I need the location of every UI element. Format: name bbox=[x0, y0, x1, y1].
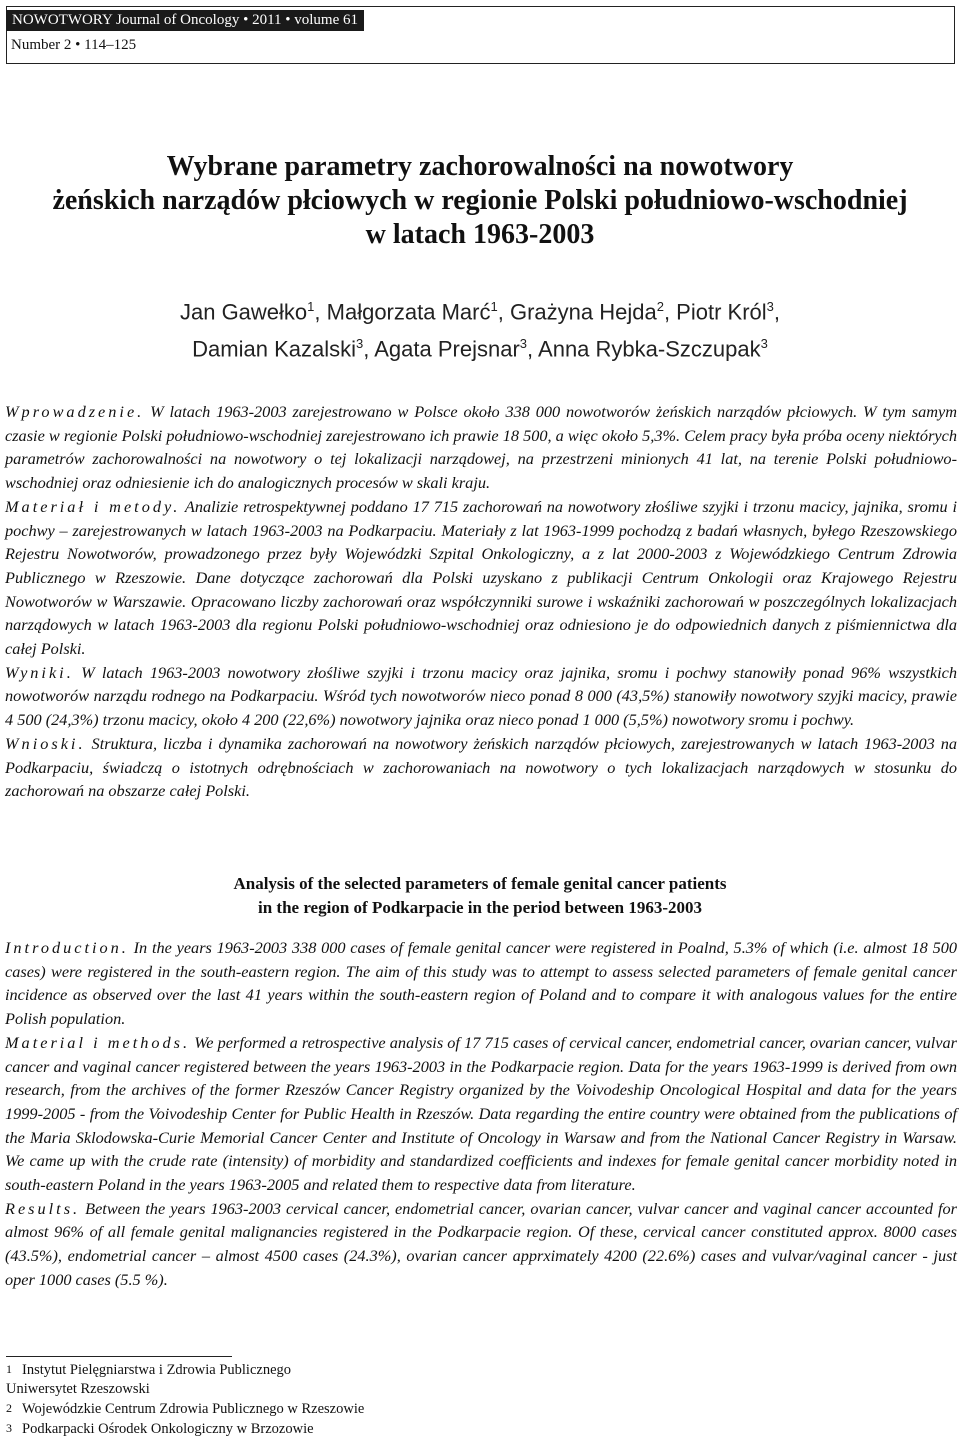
section-label: Wnioski. bbox=[5, 733, 86, 753]
footnote-text: Podkarpacki Ośrodek Onkologiczny w Brzozowie bbox=[22, 1421, 314, 1437]
footnotes bbox=[6, 1360, 364, 1439]
title-line: Analysis of the selected parameters of female genital cancer patients bbox=[233, 874, 727, 893]
author-name: Grażyna Hejda bbox=[509, 299, 657, 325]
author-name: Damian Kazalski bbox=[192, 336, 356, 362]
footnote-divider bbox=[6, 1356, 232, 1357]
title-line: żeńskich narządów płciowych w regionie Polski południowo-wschodniej bbox=[52, 185, 908, 216]
section-text: Struktura, liczba i dynamika zachorowań na nowotwory żeńskich narządów płciowych, zarejestrowanych w latach 1963-2003 na Podkarpaciu, świadczą o istotnych odrębnościach w zachorowaniach na nowotwory o tych lokalizacjach narządowych w stosunku do zachorowań na obszarze całej Polski. bbox=[5, 733, 958, 801]
title-line: w latach 1963-2003 bbox=[365, 219, 595, 250]
author-affiliation: 3 bbox=[519, 336, 528, 352]
abstract-section-methods bbox=[5, 495, 957, 661]
author-separator: , bbox=[363, 336, 375, 362]
abstract-section-results bbox=[5, 1197, 957, 1292]
footnote bbox=[6, 1419, 364, 1439]
author-separator: , bbox=[527, 336, 539, 362]
footnote-text: Instytut Pielęgniarstwa i Zdrowia Publicznego bbox=[22, 1362, 292, 1378]
author-separator: , bbox=[663, 299, 677, 325]
author-affiliation: 1 bbox=[490, 299, 498, 314]
footnote-text: Uniwersytet Rzeszowski bbox=[6, 1381, 150, 1397]
section-label: Material i methods. bbox=[5, 1032, 191, 1052]
journal-name: NOWOTWORY Journal of Oncology • 2011 • volume 61 bbox=[6, 10, 364, 31]
article-title-pl bbox=[0, 150, 960, 252]
article-title-en bbox=[0, 872, 960, 920]
author-affiliation: 3 bbox=[766, 299, 774, 314]
author-line bbox=[0, 328, 960, 365]
author-separator: , bbox=[497, 299, 510, 325]
section-text: W latach 1963-2003 nowotwory złośliwe szyjki i trzonu macicy oraz jajnika, sromu i pochwy stanowiły ponad 96% wszystkich nowotworów narządu rodnego na Podkarpaciu. Wśród tych nowotworów nieco ponad 8 000 (43,5%) stanowiły nowotwory szyjki macicy, prawie 4 500 (24,3%) trzonu macicy, około 4 200 (22,6%) nowotwory jajnika oraz nieco ponad 1 000 (5,5%) nowotwory sromu i pochwy. bbox=[5, 662, 957, 730]
section-text: In the years 1963-2003 338 000 cases of female genital cancer were registered in Poalnd, 5.3% of which (i.e. almost 18 500 cases) were registered in the south-eastern region. The aim of this study was to attempt to assess selected parameters of female genital cancer incidence as observed over the last 41 years within the south-eastern region of Poland and to compare it with analogous values for the entire Polish population. bbox=[5, 938, 957, 1029]
section-text: Between the years 1963-2003 cervical cancer, endometrial cancer, ovarian cancer, vulvar cancer and vaginal cancer accounted for almost 96% of all female genital malignancies registered in the Podkarpacie region. Of these, cervical cancer constituted approx. 8000 cases (43.5%), endometrial cancer – almost 4500 cases (24.3%), ovarian cancer apprximately 4200 (22.6%) cases and vulvar/vaginal cancer - just oper 1000 cases (5.5 %). bbox=[5, 1198, 957, 1289]
author-separator: , bbox=[314, 299, 327, 325]
abstract-polish bbox=[5, 400, 957, 803]
author-affiliation: 3 bbox=[356, 336, 364, 352]
footnote-number: 3 bbox=[6, 1421, 12, 1435]
abstract-section-methods bbox=[5, 1031, 957, 1197]
abstract-english bbox=[5, 936, 957, 1292]
section-text: W latach 1963-2003 zarejestrowano w Polsce około 338 000 nowotworów żeńskich narządów płciowych. W tym samym czasie w regionie Polski południowo-wschodniej zarejestrowano ich prawie 18 500, a więc około 5,3%. Celem pracy była próba oceny niektórych parametrów zachorowalności na nowotwory o tej lokalizacji narządowej, na przestrzeni minionych 41 lat, na terenie Polski południowo-wschodniej oraz odniesienie ich do analogicznych procesów w skali kraju. bbox=[5, 402, 957, 493]
abstract-section-results bbox=[5, 661, 957, 732]
section-label: Introduction. bbox=[5, 938, 129, 957]
author-affiliation: 3 bbox=[760, 336, 768, 352]
footnote bbox=[6, 1360, 364, 1380]
footnote-number: 1 bbox=[6, 1362, 12, 1376]
title-line: Wybrane parametry zachorowalności na nowotwory bbox=[166, 151, 794, 182]
author-name: Anna Rybka-Szczupak bbox=[538, 336, 761, 362]
section-text: Analizie retrospektywnej poddano 17 715 zachorowań na nowotwory złośliwe szyjki i trzonu macicy, jajnika, sromu i pochwy – zarejestrowanych w latach 1963-2003 na Podkarpaciu. Materiały z lat 1963-1999 pochodzą z badań własnych, byłego Rzeszowskiego Rejestru Nowotworów, prowadzonego przez były Wojewódzki Szpital Onkologiczny, a z lat 2000-2003 z Wojewódzkiego Centrum Zdrowia Publicznego w Rzeszowie. Dane dotyczące zachorowań dla Polski uzyskano z publikacji Centrum Onkologii oraz Krajowego Rejestru Nowotworów w Warszawie. Opracowano liczby zachorowań oraz współczynniki surowe i wskaźniki zachorowań w poszczególnych lokalizacjach narządowych w latach 1963-2003 dla regionu Polski południowo-wschodniej oraz odniesiono je do odpowiednich danych z piśmiennictwa dla całej Polski. bbox=[5, 496, 957, 659]
author-affiliation: 1 bbox=[307, 299, 315, 314]
footnote bbox=[6, 1380, 364, 1399]
abstract-section-conclusions bbox=[5, 732, 957, 803]
author-separator: , bbox=[773, 299, 781, 325]
footnote-number: 2 bbox=[6, 1401, 12, 1415]
author-affiliation: 2 bbox=[656, 299, 664, 314]
section-label: Wprowadzenie. bbox=[5, 402, 145, 421]
author-name: Jan Gawełko bbox=[179, 299, 308, 325]
section-label: Materiał i metody. bbox=[5, 496, 181, 516]
author-name: Piotr Król bbox=[676, 299, 767, 325]
title-line: in the region of Podkarpacie in the period between 1963-2003 bbox=[257, 898, 703, 917]
section-text: We performed a retrospective analysis of 17 715 cases of cervical cancer, endometrial cancer, ovarian cancer, vulvar cancer and vaginal cancer registered between the years 1963-2003 in the Podkarpacie region. Data for the years 1963-1999 is derived from own research, from the archives of the former Rzeszów Cancer Registry organized by the Voivodeship Oncological Hospital and data for the years 1999-2005 - from the Voivodeship Center for Public Health in Rzeszów. Data regarding the entire country were obtained from the publications of the Maria Sklodowska-Curie Memorial Cancer Center and Institute of Oncology in Warsaw and from the National Cancer Registry in Warsaw. We came up with the crude rate (intensity) of morbidity and standardized coefficients and indexes for female genital cancer morbidity noted in south-eastern Poland in the years 1963-2005 and related them to respective data from literature. bbox=[5, 1032, 957, 1195]
author-list bbox=[0, 291, 960, 366]
abstract-section-introduction bbox=[5, 400, 957, 495]
footnote bbox=[6, 1399, 364, 1419]
section-label: Wyniki. bbox=[5, 662, 74, 682]
section-label: Results. bbox=[5, 1198, 81, 1218]
author-name: Małgorzata Marć bbox=[326, 299, 491, 325]
author-name: Agata Prejsnar bbox=[374, 336, 520, 362]
issue-info: Number 2 • 114–125 bbox=[11, 37, 137, 53]
footnote-text: Wojewódzkie Centrum Zdrowia Publicznego w Rzeszowie bbox=[22, 1401, 365, 1417]
author-line bbox=[0, 291, 960, 328]
abstract-section-introduction bbox=[5, 936, 957, 1031]
